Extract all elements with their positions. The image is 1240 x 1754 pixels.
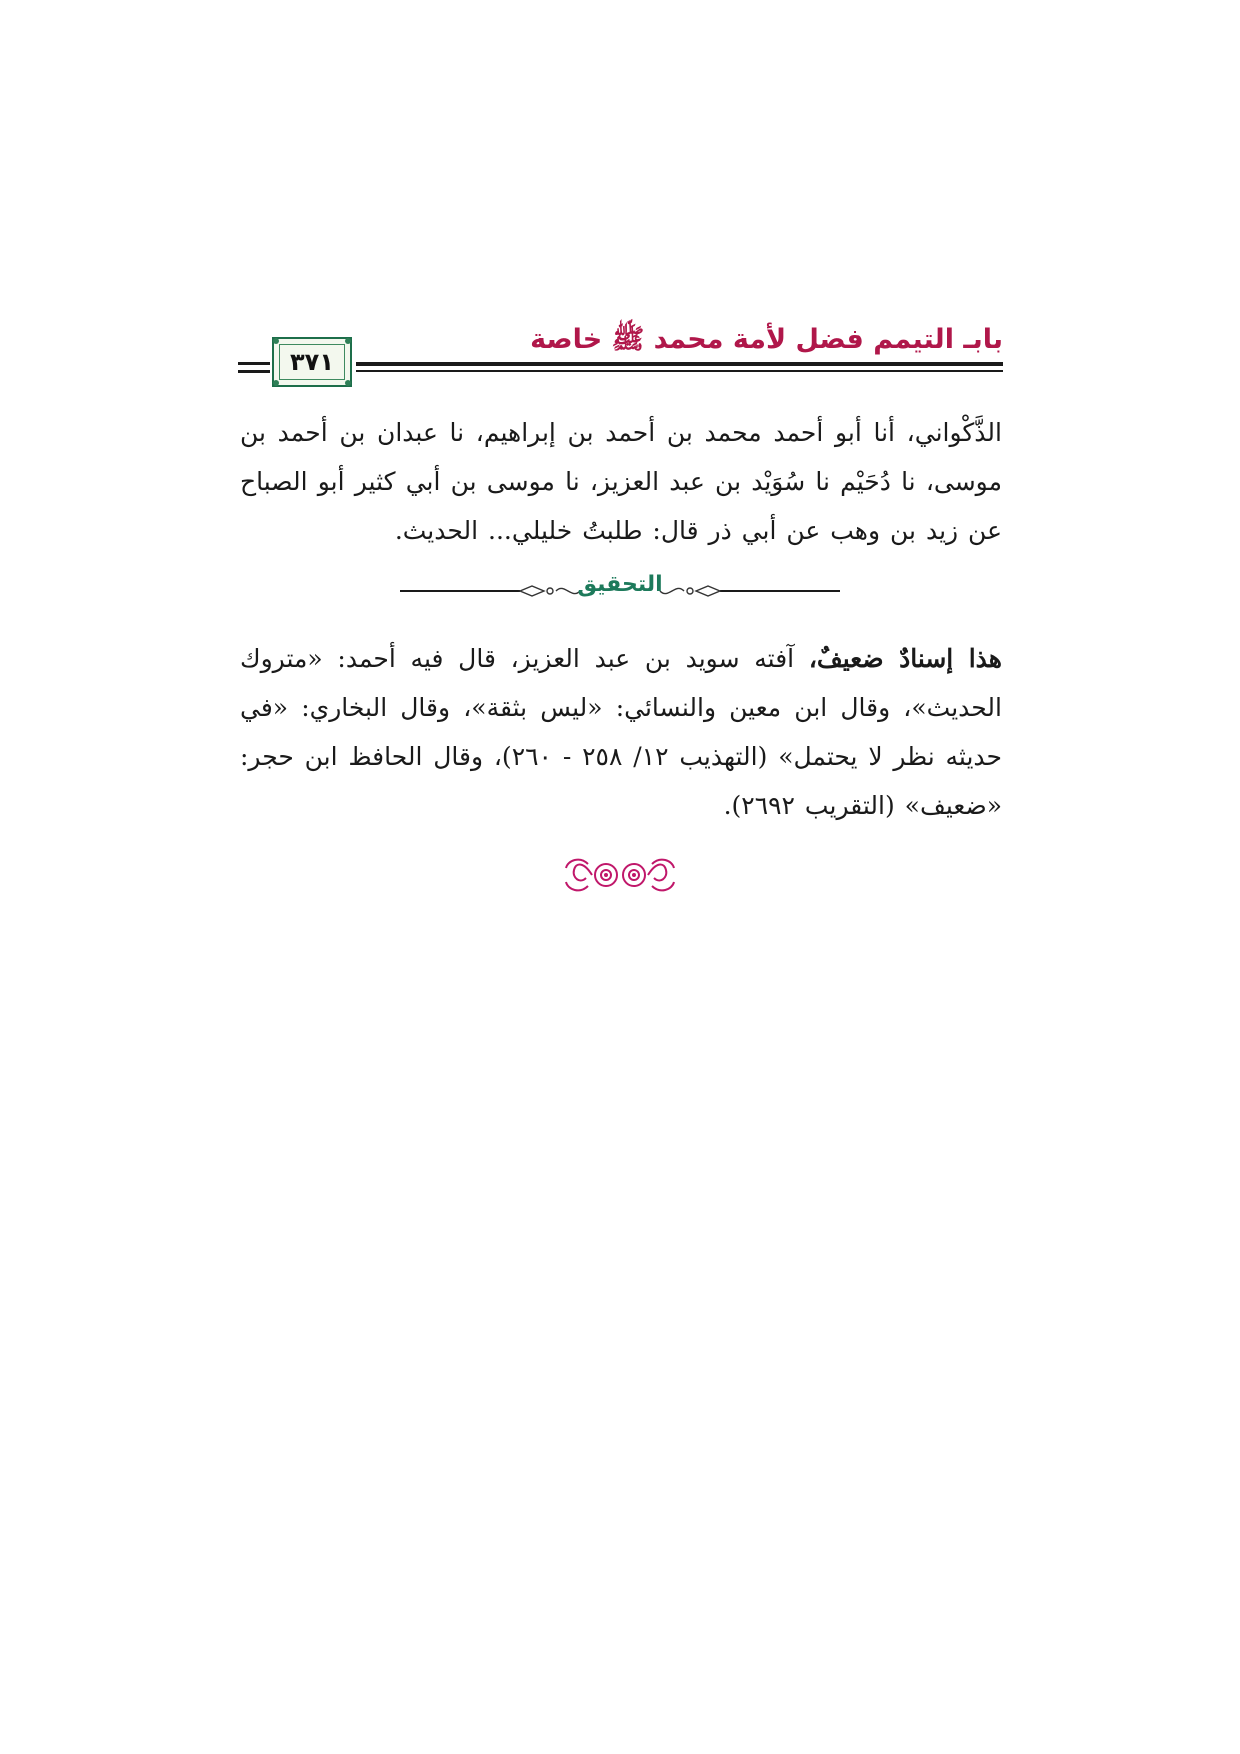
floral-end-ornament-icon: [540, 850, 700, 900]
frame-corner-icon: [273, 380, 279, 386]
isnad-paragraph: [240, 408, 1002, 555]
ornamental-frame-icon: [272, 337, 352, 387]
section-heading: التحقيق: [577, 572, 663, 597]
frame-corner-icon: [345, 338, 351, 344]
page-header: [238, 310, 1003, 390]
isnad-line: موسى، نا دُحَيْم نا سُوَيْد بن عبد العزيز، نا موسى بن أبي كثير أبو الصباح: [240, 467, 1002, 496]
verdict-rest: آفته سويد بن عبد العزيز، قال فيه أحمد: «متروك: [240, 644, 809, 673]
frame-corner-icon: [345, 380, 351, 386]
tahqiq-line: [240, 634, 1002, 683]
page-number: ٣٧١: [290, 348, 334, 376]
tahqiq-line: حديثه نظر لا يحتمل» (التهذيب ١٢/ ٢٥٨ - ٢٦٠)، وقال الحافظ ابن حجر:: [240, 742, 1002, 771]
chapter-title: بابـ التيمم فضل لأمة محمد ﷺ خاصة: [530, 324, 1003, 355]
tahqiq-paragraph: [240, 634, 1002, 830]
header-rule-left-top: [238, 362, 270, 365]
tahqiq-line: الحديث»، وقال ابن معين والنسائي: «ليس بثقة»، وقال البخاري: «في: [240, 693, 1002, 722]
page-number-frame: [279, 344, 345, 380]
header-rule-thin: [356, 370, 1003, 372]
header-rule-thick: [356, 362, 1003, 366]
isnad-line: عن زيد بن وهب عن أبي ذر قال: طلبتُ خليلي... الحديث.: [394, 516, 1002, 545]
header-rule-left-bottom: [238, 370, 270, 373]
verdict-lead: هذا إسنادٌ ضعيفٌ،: [808, 644, 1002, 673]
tahqiq-line: «ضعيف» (التقريب ٢٦٩٢).: [723, 791, 1002, 820]
section-divider: [400, 570, 840, 610]
isnad-line: الذَّكْواني، أنا أبو أحمد محمد بن أحمد بن إبراهيم، نا عبدان بن أحمد بن: [240, 418, 1002, 447]
